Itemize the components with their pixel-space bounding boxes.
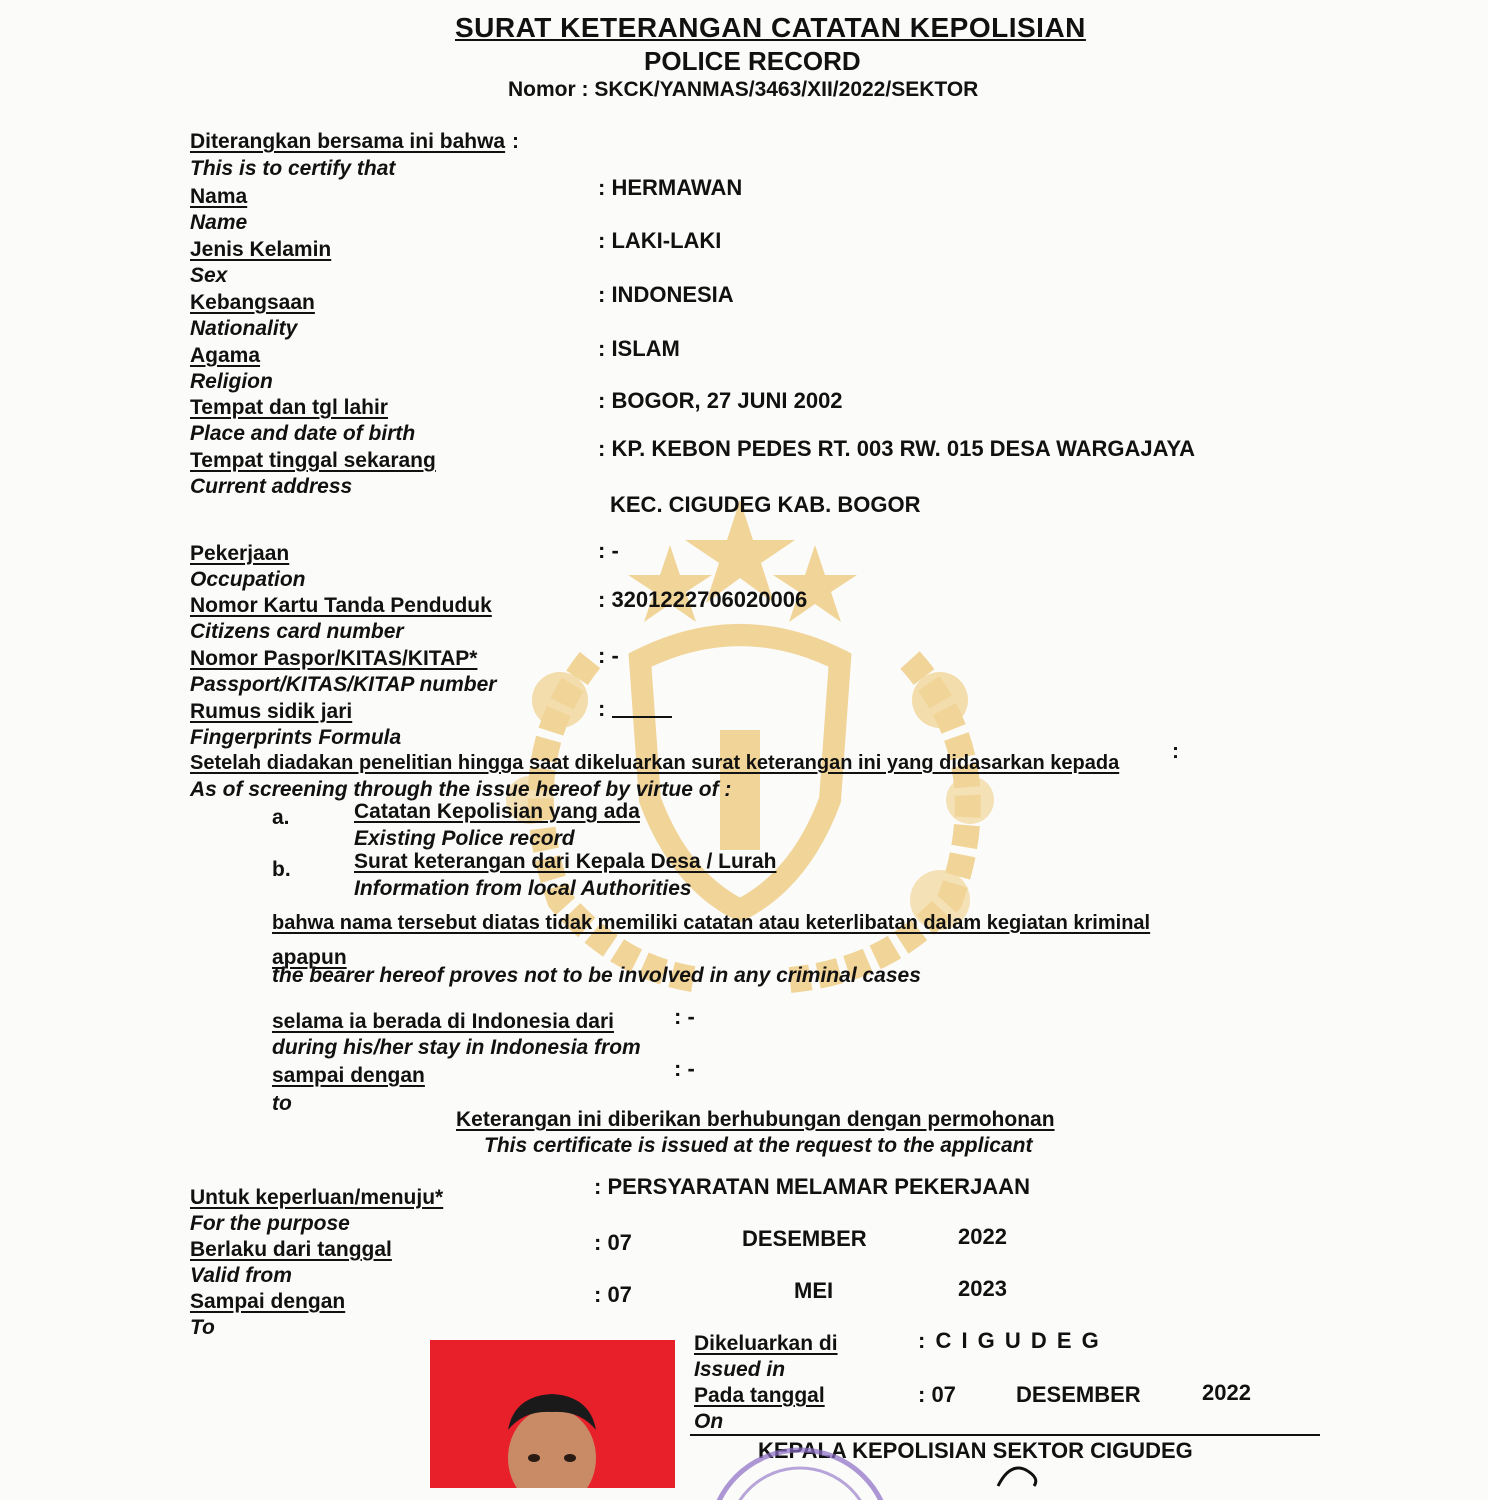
purpose-label: Untuk keperluan/menuju* bbox=[190, 1186, 444, 1209]
applicant-photo bbox=[430, 1340, 675, 1488]
name-label-en: Name bbox=[190, 211, 248, 234]
fingerprint-value: : bbox=[598, 696, 606, 721]
nationality-label: Kebangsaan bbox=[190, 291, 315, 314]
sex-label-en: Sex bbox=[190, 264, 228, 287]
intro-label-en: This is to certify that bbox=[190, 157, 396, 180]
valid-from-day: : 07 bbox=[594, 1230, 632, 1255]
issued-in-label-en: Issued in bbox=[694, 1358, 786, 1381]
valid-to-month: MEI bbox=[794, 1278, 834, 1303]
official-stamp bbox=[700, 1440, 900, 1500]
birth-value: : BOGOR, 27 JUNI 2002 bbox=[598, 388, 843, 413]
stay-from-label: selama ia berada di Indonesia dari bbox=[272, 1010, 614, 1033]
fingerprint-blank-line bbox=[612, 716, 672, 718]
name-value: : HERMAWAN bbox=[598, 175, 743, 200]
statement-line1: bahwa nama tersebut diatas tidak memiliki catatan atau keterlibatan dalam kegiatan kriminal bbox=[272, 912, 1151, 934]
issued-on-day: : 07 bbox=[918, 1382, 956, 1407]
screening-item-label-en: Existing Police record bbox=[354, 827, 575, 850]
stay-from-label-en: during his/her stay in Indonesia from bbox=[272, 1036, 641, 1059]
address-value: : KP. KEBON PEDES RT. 003 RW. 015 DESA WARGAJAYA bbox=[598, 436, 1196, 461]
valid-to-year: 2023 bbox=[958, 1276, 1007, 1301]
passport-label: Nomor Paspor/KITAS/KITAP* bbox=[190, 647, 478, 670]
purpose-label-en: For the purpose bbox=[190, 1212, 350, 1235]
valid-to-label-en: To bbox=[190, 1316, 215, 1339]
id-card-value: : 3201222706020006 bbox=[598, 587, 808, 612]
fingerprint-label-en: Fingerprints Formula bbox=[190, 726, 402, 749]
screening-colon: : bbox=[1172, 740, 1179, 763]
birth-label: Tempat dan tgl lahir bbox=[190, 396, 388, 419]
screening-item-label: Surat keterangan dari Kepala Desa / Lurah bbox=[354, 850, 777, 873]
statement-line-en: the bearer hereof proves not to be involved in any criminal cases bbox=[272, 964, 921, 987]
screening-item-label: Catatan Kepolisian yang ada bbox=[354, 800, 640, 823]
signature-stroke bbox=[990, 1460, 1050, 1488]
screening-item-label-en: Information from local Authorities bbox=[354, 877, 692, 900]
screening-label-en: As of screening through the issue hereof by virtue of : bbox=[190, 778, 732, 801]
name-label: Nama bbox=[190, 185, 248, 208]
valid-from-label: Berlaku dari tanggal bbox=[190, 1238, 392, 1261]
stay-to-label-en: to bbox=[272, 1092, 292, 1115]
occupation-value: : - bbox=[598, 538, 619, 563]
passport-value: : - bbox=[598, 643, 619, 668]
nationality-value: : INDONESIA bbox=[598, 282, 734, 307]
purpose-value: : PERSYARATAN MELAMAR PEKERJAAN bbox=[594, 1174, 1030, 1199]
request-line-en: This certificate is issued at the request to the applicant bbox=[484, 1134, 1033, 1157]
valid-from-year: 2022 bbox=[958, 1224, 1007, 1249]
occupation-label: Pekerjaan bbox=[190, 542, 290, 565]
issued-in-value: : C I G U D E G bbox=[918, 1328, 1101, 1353]
document-number: Nomor : SKCK/YANMAS/3463/XII/2022/SEKTOR bbox=[508, 78, 979, 101]
address-label: Tempat tinggal sekarang bbox=[190, 449, 436, 472]
issued-on-label: Pada tanggal bbox=[694, 1384, 825, 1407]
signature-divider bbox=[690, 1434, 1320, 1436]
screening-label: Setelah diadakan penelitian hingga saat dikeluarkan surat keterangan ini yang didasarkan kepada bbox=[190, 752, 1120, 774]
valid-to-day: : 07 bbox=[594, 1282, 632, 1307]
id-card-label-en: Citizens card number bbox=[190, 620, 404, 643]
religion-label: Agama bbox=[190, 344, 261, 367]
fingerprint-label: Rumus sidik jari bbox=[190, 700, 353, 723]
screening-item-marker: b. bbox=[272, 858, 291, 881]
person-silhouette-icon bbox=[430, 1340, 675, 1488]
valid-from-month: DESEMBER bbox=[742, 1226, 867, 1251]
signatory-title: KEPALA KEPOLISIAN SEKTOR CIGUDEG bbox=[758, 1438, 1193, 1463]
stay-from-value: : - bbox=[674, 1004, 695, 1029]
address-value-line2: KEC. CIGUDEG KAB. BOGOR bbox=[610, 492, 921, 517]
religion-label-en: Religion bbox=[190, 370, 273, 393]
document-title: SURAT KETERANGAN CATATAN KEPOLISIAN bbox=[455, 12, 1086, 43]
issued-in-label: Dikeluarkan di bbox=[694, 1332, 838, 1355]
statement-line2: apapun bbox=[272, 946, 347, 969]
issued-on-month: DESEMBER bbox=[1016, 1382, 1141, 1407]
nationality-label-en: Nationality bbox=[190, 317, 298, 340]
address-label-en: Current address bbox=[190, 475, 353, 498]
document-subtitle: POLICE RECORD bbox=[644, 46, 861, 76]
stay-to-value: : - bbox=[674, 1056, 695, 1081]
sex-label: Jenis Kelamin bbox=[190, 238, 332, 261]
religion-value: : ISLAM bbox=[598, 336, 680, 361]
birth-label-en: Place and date of birth bbox=[190, 422, 416, 445]
valid-to-label: Sampai dengan bbox=[190, 1290, 346, 1313]
screening-item-marker: a. bbox=[272, 806, 290, 829]
valid-from-label-en: Valid from bbox=[190, 1264, 292, 1287]
request-line: Keterangan ini diberikan berhubungan dengan permohonan bbox=[456, 1108, 1055, 1131]
sex-value: : LAKI-LAKI bbox=[598, 228, 722, 253]
passport-label-en: Passport/KITAS/KITAP number bbox=[190, 673, 497, 696]
intro-colon: : bbox=[512, 130, 519, 153]
stay-to-label: sampai dengan bbox=[272, 1064, 425, 1087]
intro-label: Diterangkan bersama ini bahwa bbox=[190, 130, 506, 153]
issued-on-label-en: On bbox=[694, 1410, 724, 1433]
occupation-label-en: Occupation bbox=[190, 568, 306, 591]
issued-on-year: 2022 bbox=[1202, 1380, 1251, 1405]
id-card-label: Nomor Kartu Tanda Penduduk bbox=[190, 594, 492, 617]
